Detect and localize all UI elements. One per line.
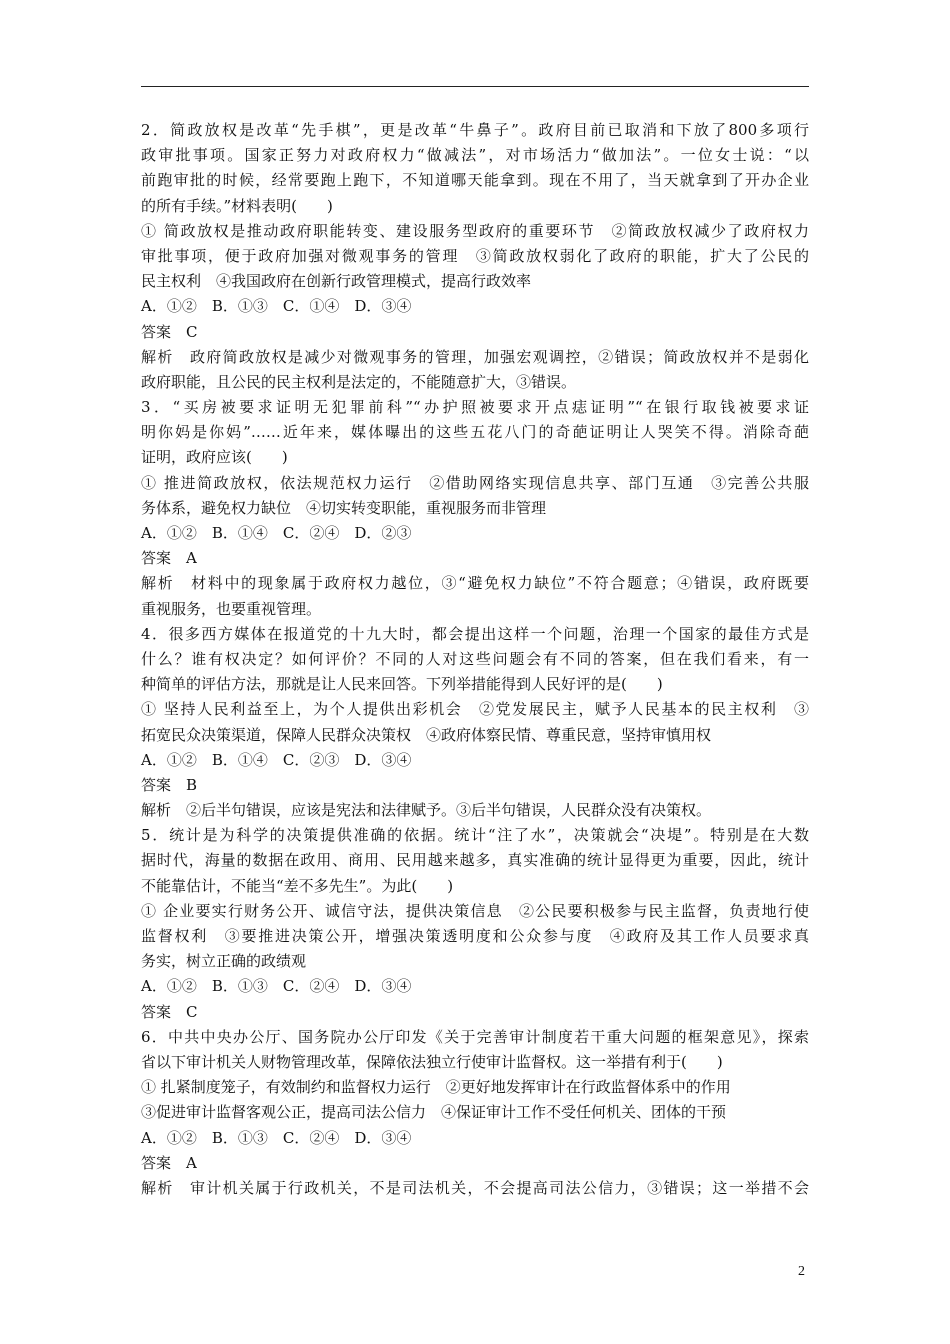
answer-key: 答案 A bbox=[141, 549, 197, 568]
text-line: ① 扎紧制度笼子，有效制约和监督权力运行 ②更好地发挥审计在行政监督体系中的作用 bbox=[141, 1078, 731, 1097]
text-line: 监督权利 ③要推进决策公开，增强决策透明度和公众参与度 ④政府及其工作人员要求真 bbox=[141, 927, 809, 945]
text-line: ① 简政放权是推动政府职能转变、建设服务型政府的重要环节 ②简政放权减少了政府权力 bbox=[141, 221, 809, 240]
answer-options: A．①② B．①④ C．②④ D．②③ bbox=[141, 524, 412, 542]
answer-key: 答案 C bbox=[141, 1002, 198, 1021]
answer-options: A．①② B．①④ C．②③ D．③④ bbox=[141, 750, 412, 769]
text-line: 审批事项，便于政府加强对微观事务的管理 ③简政放权弱化了政府的职能，扩大了公民的 bbox=[141, 246, 809, 265]
explanation-line: 解析 审计机关属于行政机关，不是司法机关，不会提高司法公信力，③错误；这一举措不会 bbox=[141, 1178, 809, 1197]
text-line: 2．简政放权是改革“先手棋”，更是改革“牛鼻子”。政府目前已取消和下放了800多项行 bbox=[141, 121, 809, 139]
text-line: 省以下审计机关人财物管理改革，保障依法独立行使审计监督权。这一举措有利于( ) bbox=[141, 1052, 723, 1071]
text-line: 种简单的评估方法，那就是让人民来回答。下列举措能得到人民好评的是( ) bbox=[141, 675, 663, 694]
text-line: ① 推进简政放权，依法规范权力运行 ②借助网络实现信息共享、部门互通 ③完善公共服 bbox=[141, 473, 809, 492]
text-line: ① 企业要实行财务公开、诚信守法，提供决策信息 ②公民要积极参与民主监督，负责地行使 bbox=[141, 901, 809, 920]
explanation-line: 解析 材料中的现象属于政府权力越位，③“避免权力缺位”不符合题意；④错误，政府既要 bbox=[141, 574, 809, 593]
explanation-line: 重视服务，也要重视管理。 bbox=[141, 599, 322, 618]
text-line: ① 坚持人民利益至上，为个人提供出彩机会 ②党发展民主，赋予人民基本的民主权利 ③ bbox=[141, 700, 809, 719]
text-line: ③促进审计监督客观公正，提高司法公信力 ④保证审计工作不受任何机关、团体的干预 bbox=[141, 1103, 727, 1122]
header-rule bbox=[141, 86, 809, 87]
explanation-line: 政府职能，且公民的民主权利是法定的，不能随意扩大，③错误。 bbox=[141, 372, 577, 391]
text-line: 明你妈是你妈”……近年来，媒体曝出的这些五花八门的奇葩证明让人哭笑不得。消除奇葩 bbox=[141, 423, 809, 442]
answer-options: A．①② B．①③ C．②④ D．③④ bbox=[141, 1128, 412, 1147]
explanation-line: 解析 ②后半句错误，应该是宪法和法律赋予。③后半句错误，人民群众没有决策权。 bbox=[141, 801, 712, 820]
text-line: 什么？谁有权决定？如何评价？不同的人对这些问题会有不同的答案，但在我们看来，有一 bbox=[141, 649, 809, 668]
text-line: 务体系，避免权力缺位 ④切实转变职能，重视服务而非管理 bbox=[141, 498, 547, 517]
page-number: 2 bbox=[798, 1264, 805, 1279]
answer-key: 答案 A bbox=[141, 1153, 197, 1172]
text-line: 6．中共中央办公厅、国务院办公厅印发《关于完善审计制度若干重大问题的框架意见》，探索 bbox=[141, 1027, 809, 1046]
text-line: 不能靠估计，不能当“差不多先生”。为此( ) bbox=[141, 876, 454, 895]
text-line: 前跑审批的时候，经常要跑上跑下，不知道哪天能拿到。现在不用了，当天就拿到了开办企业 bbox=[141, 171, 809, 190]
text-line: 5．统计是为科学的决策提供准确的依据。统计“注了水”，决策就会“决堤”。特别是在大数 bbox=[141, 826, 809, 845]
text-line: 拓宽民众决策渠道，保障人民群众决策权 ④政府体察民情、尊重民意，坚持审慎用权 bbox=[141, 725, 712, 744]
text-line: 政审批事项。国家正努力对政府权力“做减法”，对市场活力“做加法”。一位女士说：“以 bbox=[141, 146, 809, 165]
text-line: 民主权利 ④我国政府在创新行政管理模式，提高行政效率 bbox=[141, 272, 532, 291]
text-line: 务实，树立正确的政绩观 bbox=[141, 952, 307, 971]
text-line: 的所有手续。”材料表明( ) bbox=[141, 196, 333, 215]
answer-options: A．①② B．①③ C．②④ D．③④ bbox=[141, 977, 412, 996]
text-line: 4．很多西方媒体在报道党的十九大时，都会提出这样一个问题，治理一个国家的最佳方式是 bbox=[141, 624, 809, 643]
answer-options: A．①② B．①③ C．①④ D．③④ bbox=[141, 297, 412, 316]
question-text-body bbox=[141, 118, 809, 1201]
explanation-line: 解析 政府简政放权是减少对微观事务的管理，加强宏观调控，②错误；简政放权并不是弱化 bbox=[141, 347, 809, 366]
answer-key: 答案 C bbox=[141, 322, 198, 341]
text-line: 据时代，海量的数据在政用、商用、民用越来越多，真实准确的统计显得更为重要，因此，统计 bbox=[141, 851, 809, 870]
text-line: 3．“买房被要求证明无犯罪前科”“办护照被要求开点痣证明”“在银行取钱被要求证 bbox=[141, 398, 809, 417]
text-line: 证明，政府应该( ) bbox=[141, 448, 288, 467]
answer-key: 答案 B bbox=[141, 775, 198, 794]
